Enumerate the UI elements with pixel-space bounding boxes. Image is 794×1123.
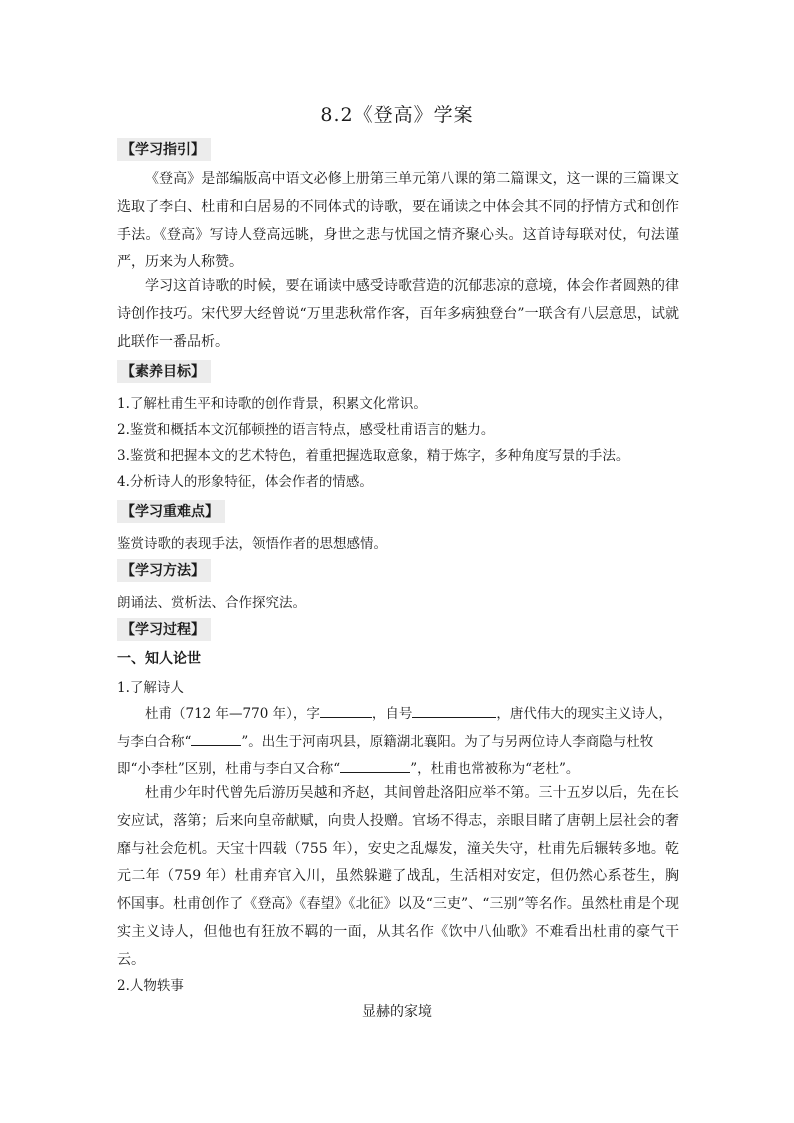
section-label-goals: 【素养目标】 bbox=[117, 360, 211, 383]
bio-text: 即“小李杜”区别，杜甫与李白又合称“ bbox=[117, 761, 341, 777]
bio-text: 与李白合称“ bbox=[117, 734, 192, 750]
sub-heading-poet: 1.了解诗人 bbox=[117, 680, 184, 696]
bio-line-3 bbox=[117, 757, 579, 777]
goal-item-3: 3.鉴赏和把握本文的艺术特色，着重把握选取意象，精于炼字，多种角度写景的手法。 bbox=[117, 448, 630, 464]
section-label-process: 【学习过程】 bbox=[117, 618, 211, 641]
section-label-guide: 【学习指引】 bbox=[117, 138, 211, 161]
goal-item-1: 1.了解杜甫生平和诗歌的创作背景，积累文化常识。 bbox=[117, 396, 427, 412]
story-title: 显赫的家境 bbox=[362, 1004, 432, 1020]
document-title: 8.2《登高》学案 bbox=[320, 104, 474, 126]
bio-text: 杜甫（712 年—770 年），字 bbox=[145, 706, 320, 722]
fill-blank-big-li-du[interactable] bbox=[340, 759, 410, 773]
method-text: 朗诵法、赏析法、合作探究法。 bbox=[117, 595, 306, 611]
section-label-method: 【学习方法】 bbox=[117, 559, 211, 582]
heading-know-author: 一、知人论世 bbox=[117, 651, 201, 667]
key-text: 鉴赏诗歌的表现手法，领悟作者的思想感情。 bbox=[117, 536, 387, 552]
goal-item-2: 2.鉴赏和概括本文沉郁顿挫的语言特点，感受杜甫语言的魅力。 bbox=[117, 422, 495, 438]
life-paragraph: 杜甫少年时代曾先后游历吴越和齐赵，其间曾赴洛阳应举不第。三十五岁以后，先在长安应试，落第；后来向皇帝献赋，向贵人投赠。官场不得志，亲眼目睹了唐朝上层社会的奢靡与社会危机。天宝十四载（755 年），安史之乱爆发，潼关失守，杜甫先后辗转多地。乾元二年（759 年）杜甫弃官入川，虽然躲避了战乱，生活相对安定，但仍然心系苍生，胸怀国事。杜甫创作了《登高》《春望》《北征》以及“三吏”、“三别”等名作。虽然杜甫是个现实主义诗人，但他也有狂放不羁的一面，从其名作《饮中八仙歌》不难看出杜甫的豪气干云。 bbox=[117, 785, 679, 968]
bio-line-1 bbox=[145, 702, 672, 722]
bio-text: ”，杜甫也常被称为“老杜”。 bbox=[410, 761, 580, 777]
section-label-key: 【学习重难点】 bbox=[117, 500, 225, 523]
bio-text: ，唐代伟大的现实主义诗人， bbox=[496, 706, 672, 722]
guide-paragraph-2: 学习这首诗歌的时候，要在诵读中感受诗歌营造的沉郁悲凉的意境，体会作者圆熟的律诗创作技巧。宋代罗大经曾说“万里悲秋常作客，百年多病独登台”一联含有八层意思，试就此联作一番品析。 bbox=[117, 278, 679, 350]
bio-text: ，自号 bbox=[371, 706, 413, 722]
sub-heading-anecdotes: 2.人物轶事 bbox=[117, 978, 184, 994]
fill-blank-joint-title[interactable] bbox=[191, 732, 241, 746]
fill-blank-courtesy-name[interactable] bbox=[320, 704, 372, 718]
goal-item-4: 4.分析诗人的形象特征，体会作者的情感。 bbox=[117, 474, 373, 490]
fill-blank-pen-name[interactable] bbox=[412, 704, 496, 718]
bio-line-2 bbox=[117, 730, 653, 750]
guide-paragraph-1: 《登高》是部编版高中语文必修上册第三单元第八课的第二篇课文，这一课的三篇课文选取了李白、杜甫和白居易的不同体式的诗歌，要在诵读之中体会其不同的抒情方式和创作手法。《登高》写诗人登高远眺，身世之悲与忧国之情齐聚心头。这首诗每联对仗，句法谨严，历来为人称赞。 bbox=[117, 171, 679, 271]
bio-text: ”。出生于河南巩县，原籍湖北襄阳。为了与另两位诗人李商隐与杜牧 bbox=[241, 734, 654, 750]
